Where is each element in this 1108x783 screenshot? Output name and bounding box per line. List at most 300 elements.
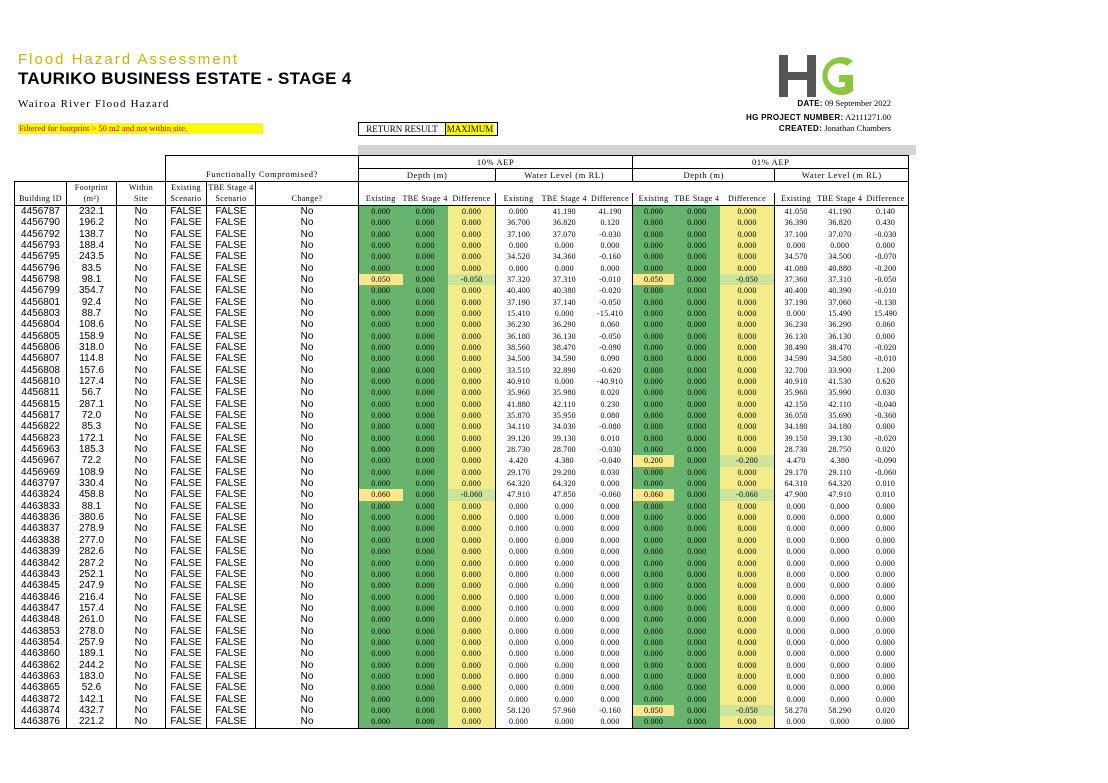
wl10-diff-cell: -0.060 bbox=[588, 489, 633, 500]
building-id-cell: 4456810 bbox=[15, 376, 67, 387]
footprint-cell: 244.2 bbox=[67, 659, 117, 670]
change-cell: No bbox=[256, 319, 359, 330]
depth01-diff-cell: 0.000 bbox=[720, 240, 775, 251]
depth01-tbe-cell: 0.000 bbox=[674, 625, 720, 636]
depth10-tbe-cell: 0.000 bbox=[403, 262, 448, 273]
depth01-diff-cell: -0.050 bbox=[720, 705, 775, 716]
tbe-scenario-cell: FALSE bbox=[207, 240, 256, 251]
depth10-existing-cell: 0.000 bbox=[359, 240, 403, 251]
wl10-existing-cell: 0.000 bbox=[509, 603, 529, 613]
existing-scenario-cell: FALSE bbox=[166, 467, 207, 478]
wl01-existing-cell: 40.400 bbox=[784, 286, 808, 296]
wl10-existing-cell: 0.000 bbox=[509, 683, 529, 693]
within-site-cell: No bbox=[117, 546, 166, 557]
depth10-existing-cell: 0.000 bbox=[359, 625, 403, 636]
wl01-tbe-cell: 29.110 bbox=[828, 467, 852, 477]
wl10-existing-cell: 28.730 bbox=[506, 445, 531, 455]
depth01-existing-cell: 0.000 bbox=[633, 217, 674, 228]
wl01-header: Water Level (m RL) bbox=[775, 169, 909, 182]
change-header: Change? bbox=[256, 193, 359, 205]
change-cell: No bbox=[256, 705, 359, 716]
wl10-diff-cell: 0.000 bbox=[588, 478, 633, 489]
wl01-existing-cell: 0.000 bbox=[786, 547, 806, 557]
change-cell: No bbox=[256, 523, 359, 534]
within-site-cell: No bbox=[117, 376, 166, 387]
building-id-cell: 4463843 bbox=[15, 569, 67, 580]
building-id-cell: 4463845 bbox=[15, 580, 67, 591]
wl10-tbe-cell: 0.000 bbox=[554, 683, 574, 693]
wl01-tbe-cell: 0.000 bbox=[830, 547, 850, 557]
table-row bbox=[15, 523, 909, 534]
wl10-diff-cell: 0.060 bbox=[588, 319, 633, 330]
wl10-diff-cell: -0.080 bbox=[588, 421, 633, 432]
wl01-diff-cell: 0.000 bbox=[863, 580, 909, 591]
wl10-diff-cell: -0.030 bbox=[588, 228, 633, 239]
wl10-existing-cell: 0.000 bbox=[509, 501, 529, 511]
footprint-cell: 432.7 bbox=[67, 705, 117, 716]
table-row bbox=[15, 308, 909, 319]
wl01-existing-cell: 42.150 bbox=[784, 399, 808, 409]
depth01-tbe-cell: 0.000 bbox=[674, 682, 720, 693]
footprint-cell: 330.4 bbox=[67, 478, 117, 489]
wl10-diff-cell: 0.000 bbox=[588, 637, 633, 648]
wl10-diff-cell: 0.000 bbox=[588, 648, 633, 659]
wl01-diff-cell: 0.020 bbox=[863, 705, 909, 716]
depth10-tbe-cell: 0.000 bbox=[403, 296, 448, 307]
wl10-tbe-cell: 0.000 bbox=[554, 308, 574, 318]
change-cell: No bbox=[256, 387, 359, 398]
tbe-scenario-cell: FALSE bbox=[207, 591, 256, 602]
table-row bbox=[15, 240, 909, 251]
wl10-diff-cell: -40.910 bbox=[588, 376, 633, 387]
wl01-tbe-cell: 33.900 bbox=[828, 365, 852, 375]
wl01-tbe-cell: 0.000 bbox=[830, 649, 850, 659]
change-cell: No bbox=[256, 296, 359, 307]
depth10-tbe-cell: 0.000 bbox=[403, 410, 448, 421]
tbe-scenario-cell: FALSE bbox=[207, 387, 256, 398]
within-site-cell: No bbox=[117, 512, 166, 523]
depth01-tbe-cell: 0.000 bbox=[674, 705, 720, 716]
depth10-existing-cell: 0.000 bbox=[359, 671, 403, 682]
existing-scenario-cell: FALSE bbox=[166, 308, 207, 319]
depth10-tbe-cell: 0.000 bbox=[403, 637, 448, 648]
within-site-cell: No bbox=[117, 637, 166, 648]
depth10-tbe-cell: 0.000 bbox=[403, 512, 448, 523]
depth10-existing-cell: 0.000 bbox=[359, 557, 403, 568]
func-comp-header: Functionally Compromised? bbox=[166, 169, 359, 182]
table-row bbox=[15, 467, 909, 478]
within-site-cell: No bbox=[117, 399, 166, 410]
existing-scenario-cell: FALSE bbox=[166, 433, 207, 444]
depth01-tbe-cell: 0.000 bbox=[674, 546, 720, 557]
depth10-tbe-cell: 0.000 bbox=[403, 580, 448, 591]
wl01-tbe-cell: 0.000 bbox=[830, 501, 850, 511]
depth10-diff-cell: 0.000 bbox=[448, 342, 496, 353]
wl10-tbe-cell: 0.000 bbox=[554, 581, 574, 591]
depth10-diff-cell: 0.000 bbox=[448, 659, 496, 670]
table-row bbox=[15, 569, 909, 580]
existing-scenario-cell: FALSE bbox=[166, 625, 207, 636]
footprint-cell: 85.3 bbox=[67, 421, 117, 432]
wl01-tbe-cell: 47.910 bbox=[828, 490, 852, 500]
flood-hazard-table bbox=[14, 155, 909, 729]
depth10-diff-cell: 0.000 bbox=[448, 546, 496, 557]
wl10-existing-cell: 47.910 bbox=[506, 490, 531, 500]
depth10-existing-cell: 0.000 bbox=[359, 614, 403, 625]
depth01-header: Depth (m) bbox=[633, 169, 775, 182]
depth10-diff-cell: 0.000 bbox=[448, 205, 496, 217]
wl10-existing-cell: 0.000 bbox=[509, 592, 529, 602]
change-cell: No bbox=[256, 251, 359, 262]
depth01-tbe-cell: 0.000 bbox=[674, 376, 720, 387]
wl10-tbe-cell: 37.140 bbox=[552, 297, 576, 307]
building-id-cell: 4463839 bbox=[15, 546, 67, 557]
wl01-diff-cell: 0.000 bbox=[863, 512, 909, 523]
depth10-diff-cell: 0.000 bbox=[448, 410, 496, 421]
tbe-scenario-header: TBE Stage 4 bbox=[208, 182, 254, 192]
depth01-diff-cell: 0.000 bbox=[720, 716, 775, 728]
wl01-diff-cell: -0.020 bbox=[863, 433, 909, 444]
within-site-cell: No bbox=[117, 217, 166, 228]
within-site-cell: No bbox=[117, 671, 166, 682]
tbe-scenario-cell: FALSE bbox=[207, 489, 256, 500]
d10-tbe-header: TBE Stage 4 bbox=[403, 193, 448, 205]
depth10-tbe-cell: 0.000 bbox=[403, 353, 448, 364]
wl10-existing-cell: 35.960 bbox=[506, 388, 531, 398]
depth01-diff-cell: -0.200 bbox=[720, 455, 775, 466]
wl01-diff-cell: -0.040 bbox=[863, 399, 909, 410]
depth10-tbe-cell: 0.000 bbox=[403, 478, 448, 489]
building-id-cell: 4463842 bbox=[15, 557, 67, 568]
return-result-value[interactable]: MAXIMUM bbox=[446, 124, 494, 134]
depth01-existing-cell: 0.000 bbox=[633, 444, 674, 455]
wl01-tbe-cell: 34.180 bbox=[828, 422, 852, 432]
wl01-existing-cell: 4.470 bbox=[786, 456, 806, 466]
within-site-cell: No bbox=[117, 523, 166, 534]
wl10-diff-cell: 0.000 bbox=[588, 591, 633, 602]
depth01-tbe-cell: 0.000 bbox=[674, 693, 720, 704]
depth10-diff-cell: 0.000 bbox=[448, 535, 496, 546]
wl10-header: Water Level (m RL) bbox=[496, 169, 633, 182]
depth01-existing-cell: 0.000 bbox=[633, 330, 674, 341]
within-site-cell: No bbox=[117, 455, 166, 466]
depth10-diff-cell: 0.000 bbox=[448, 591, 496, 602]
table-row bbox=[15, 387, 909, 398]
building-id-cell: 4463837 bbox=[15, 523, 67, 534]
wl10-diff-cell: 0.000 bbox=[588, 682, 633, 693]
depth01-diff-cell: 0.000 bbox=[720, 603, 775, 614]
within-site-cell: No bbox=[117, 478, 166, 489]
depth01-diff-cell: 0.000 bbox=[720, 285, 775, 296]
depth10-existing-cell: 0.000 bbox=[359, 342, 403, 353]
tbe-scenario-cell: FALSE bbox=[207, 659, 256, 670]
depth10-tbe-cell: 0.000 bbox=[403, 274, 448, 285]
wl10-diff-cell: 0.000 bbox=[588, 501, 633, 512]
wl10-existing-cell: 0.000 bbox=[509, 558, 529, 568]
wl01-diff-cell: 0.000 bbox=[863, 546, 909, 557]
w10-tbe-header: TBE Stage 4 bbox=[541, 193, 588, 205]
depth10-tbe-cell: 0.000 bbox=[403, 387, 448, 398]
existing-scenario-cell: FALSE bbox=[166, 671, 207, 682]
project-label: HG PROJECT NUMBER: bbox=[746, 113, 844, 122]
table-row bbox=[15, 614, 909, 625]
wl10-existing-cell: 37.320 bbox=[506, 274, 531, 284]
within-site-cell: No bbox=[117, 296, 166, 307]
depth10-existing-cell: 0.000 bbox=[359, 262, 403, 273]
depth01-tbe-cell: 0.000 bbox=[674, 308, 720, 319]
footprint-cell: 52.6 bbox=[67, 682, 117, 693]
within-site-cell: No bbox=[117, 228, 166, 239]
existing-scenario-header: Existing bbox=[166, 182, 207, 194]
wl10-existing-cell: 33.510 bbox=[506, 365, 531, 375]
change-cell: No bbox=[256, 535, 359, 546]
depth10-diff-cell: 0.000 bbox=[448, 569, 496, 580]
depth10-existing-cell: 0.000 bbox=[359, 399, 403, 410]
wl01-existing-cell: 0.000 bbox=[786, 569, 806, 579]
wl01-existing-cell: 0.000 bbox=[786, 649, 806, 659]
change-cell: No bbox=[256, 217, 359, 228]
wl01-tbe-cell: 34.580 bbox=[828, 354, 852, 364]
depth01-diff-cell: 0.000 bbox=[720, 682, 775, 693]
depth10-diff-cell: 0.000 bbox=[448, 478, 496, 489]
date-value: 09 September 2022 bbox=[824, 98, 891, 108]
depth01-diff-cell: 0.000 bbox=[720, 319, 775, 330]
depth10-tbe-cell: 0.000 bbox=[403, 523, 448, 534]
change-cell: No bbox=[256, 399, 359, 410]
depth10-existing-cell: 0.000 bbox=[359, 478, 403, 489]
footprint-cell: 261.0 bbox=[67, 614, 117, 625]
project-line bbox=[746, 112, 891, 122]
depth01-existing-cell: 0.000 bbox=[633, 262, 674, 273]
building-id-cell: 4463847 bbox=[15, 603, 67, 614]
within-site-cell: No bbox=[117, 705, 166, 716]
tbe-scenario-cell: FALSE bbox=[207, 285, 256, 296]
tbe-scenario-cell: FALSE bbox=[207, 693, 256, 704]
wl10-tbe-cell: 64.320 bbox=[552, 479, 576, 489]
wl01-diff-cell: 0.140 bbox=[863, 205, 909, 217]
footprint-cell: 92.4 bbox=[67, 296, 117, 307]
existing-scenario-cell: FALSE bbox=[166, 444, 207, 455]
wl10-tbe-cell: 0.000 bbox=[554, 377, 574, 387]
depth01-tbe-cell: 0.000 bbox=[674, 228, 720, 239]
within-site-cell: No bbox=[117, 274, 166, 285]
depth10-tbe-cell: 0.000 bbox=[403, 444, 448, 455]
wl01-existing-cell: 36.390 bbox=[784, 218, 808, 228]
wl10-diff-cell: 0.000 bbox=[588, 716, 633, 728]
footprint-cell: 114.8 bbox=[67, 353, 117, 364]
depth10-tbe-cell: 0.000 bbox=[403, 569, 448, 580]
footprint-cell: 108.6 bbox=[67, 319, 117, 330]
wl01-diff-cell: 0.020 bbox=[863, 444, 909, 455]
wl10-diff-cell: 0.000 bbox=[588, 693, 633, 704]
existing-scenario-cell: FALSE bbox=[166, 580, 207, 591]
tbe-scenario-cell: FALSE bbox=[207, 671, 256, 682]
wl01-tbe-cell: 0.000 bbox=[830, 569, 850, 579]
wl01-diff-cell: 0.010 bbox=[863, 478, 909, 489]
existing-scenario-cell: FALSE bbox=[166, 387, 207, 398]
wl01-diff-cell: -0.060 bbox=[863, 467, 909, 478]
existing-scenario-cell: FALSE bbox=[166, 478, 207, 489]
depth01-existing-cell: 0.000 bbox=[633, 569, 674, 580]
depth10-diff-cell: -0.050 bbox=[448, 274, 496, 285]
depth10-diff-cell: 0.000 bbox=[448, 399, 496, 410]
wl10-existing-cell: 37.100 bbox=[506, 229, 531, 239]
footprint-cell: 183.0 bbox=[67, 671, 117, 682]
existing-scenario-cell: FALSE bbox=[166, 512, 207, 523]
change-cell: No bbox=[256, 671, 359, 682]
table-row bbox=[15, 705, 909, 716]
depth01-diff-cell: 0.000 bbox=[720, 330, 775, 341]
footprint-cell: 72.0 bbox=[67, 410, 117, 421]
wl01-tbe-cell: 0.000 bbox=[830, 626, 850, 636]
depth10-tbe-cell: 0.000 bbox=[403, 240, 448, 251]
building-id-cell: 4456793 bbox=[15, 240, 67, 251]
wl10-existing-cell: 0.000 bbox=[509, 637, 529, 647]
building-id-cell: 4463838 bbox=[15, 535, 67, 546]
depth10-tbe-cell: 0.000 bbox=[403, 625, 448, 636]
depth01-tbe-cell: 0.000 bbox=[674, 501, 720, 512]
depth01-existing-cell: 0.060 bbox=[633, 489, 674, 500]
wl10-tbe-cell: 37.310 bbox=[552, 274, 576, 284]
building-id-cell: 4456804 bbox=[15, 319, 67, 330]
depth01-tbe-cell: 0.000 bbox=[674, 671, 720, 682]
wl10-diff-cell: 0.000 bbox=[588, 546, 633, 557]
building-id-cell: 4463846 bbox=[15, 591, 67, 602]
depth10-diff-cell: 0.000 bbox=[448, 716, 496, 728]
footprint-cell: 278.9 bbox=[67, 523, 117, 534]
wl10-existing-cell: 15.410 bbox=[506, 308, 531, 318]
wl01-diff-cell: 0.000 bbox=[863, 648, 909, 659]
wl01-tbe-cell: 28.750 bbox=[828, 445, 852, 455]
depth10-tbe-cell: 0.000 bbox=[403, 342, 448, 353]
within-site-cell: No bbox=[117, 614, 166, 625]
w01-existing-header: Existing bbox=[775, 193, 817, 205]
building-id-cell: 4456815 bbox=[15, 399, 67, 410]
table-row bbox=[15, 410, 909, 421]
wl01-diff-cell: 15.490 bbox=[863, 308, 909, 319]
depth01-tbe-cell: 0.000 bbox=[674, 444, 720, 455]
depth01-existing-cell: 0.000 bbox=[633, 399, 674, 410]
change-cell: No bbox=[256, 603, 359, 614]
within-site-cell: No bbox=[117, 444, 166, 455]
header-row-cols-2 bbox=[15, 193, 909, 205]
depth01-diff-cell: 0.000 bbox=[720, 262, 775, 273]
building-id-cell: 4456792 bbox=[15, 228, 67, 239]
depth01-diff-cell: 0.000 bbox=[720, 228, 775, 239]
depth10-diff-cell: 0.000 bbox=[448, 353, 496, 364]
table-row bbox=[15, 637, 909, 648]
wl01-tbe-cell: 0.000 bbox=[830, 240, 850, 250]
depth10-tbe-cell: 0.000 bbox=[403, 693, 448, 704]
table-row bbox=[15, 682, 909, 693]
depth01-existing-cell: 0.050 bbox=[633, 274, 674, 285]
tbe-scenario-cell: FALSE bbox=[207, 319, 256, 330]
wl01-existing-cell: 32.700 bbox=[784, 365, 808, 375]
wl01-existing-cell: 0.000 bbox=[786, 535, 806, 545]
wl01-existing-cell: 0.000 bbox=[786, 660, 806, 670]
existing-scenario-cell: FALSE bbox=[166, 353, 207, 364]
change-cell: No bbox=[256, 716, 359, 728]
wl01-diff-cell: 0.060 bbox=[863, 319, 909, 330]
wl01-existing-cell: 36.230 bbox=[784, 320, 808, 330]
depth01-existing-cell: 0.000 bbox=[633, 228, 674, 239]
wl01-diff-cell: 0.620 bbox=[863, 376, 909, 387]
within-site-cell: No bbox=[117, 342, 166, 353]
depth10-tbe-cell: 0.000 bbox=[403, 467, 448, 478]
depth01-diff-cell: 0.000 bbox=[720, 614, 775, 625]
wl10-existing-cell: 0.000 bbox=[509, 626, 529, 636]
existing-scenario-cell: FALSE bbox=[166, 251, 207, 262]
wl01-existing-cell: 39.150 bbox=[784, 433, 808, 443]
wl10-tbe-cell: 29.200 bbox=[552, 467, 576, 477]
depth01-diff-cell: 0.000 bbox=[720, 557, 775, 568]
building-id-cell: 4463862 bbox=[15, 659, 67, 670]
depth01-existing-cell: 0.000 bbox=[633, 376, 674, 387]
wl10-tbe-cell: 38.470 bbox=[552, 342, 576, 352]
wl10-diff-cell: 0.000 bbox=[588, 512, 633, 523]
depth01-tbe-cell: 0.000 bbox=[674, 342, 720, 353]
wl10-existing-cell: 40.400 bbox=[506, 286, 531, 296]
wl01-tbe-cell: 34.500 bbox=[828, 252, 852, 262]
within-site-cell: No bbox=[117, 353, 166, 364]
depth01-existing-cell: 0.000 bbox=[633, 614, 674, 625]
wl10-existing-cell: 40.910 bbox=[506, 377, 531, 387]
within-site-cell: No bbox=[117, 433, 166, 444]
depth10-diff-cell: -0.060 bbox=[448, 489, 496, 500]
wl01-tbe-cell: 0.000 bbox=[830, 683, 850, 693]
depth10-tbe-cell: 0.000 bbox=[403, 682, 448, 693]
table-row bbox=[15, 330, 909, 341]
wl10-diff-cell: 0.020 bbox=[588, 387, 633, 398]
wl01-existing-cell: 58.270 bbox=[784, 705, 808, 715]
wl10-tbe-cell: 0.000 bbox=[554, 649, 574, 659]
wl01-existing-cell: 37.360 bbox=[784, 274, 808, 284]
depth01-diff-cell: 0.000 bbox=[720, 308, 775, 319]
wl01-tbe-cell: 37.070 bbox=[828, 229, 852, 239]
wl01-existing-cell: 0.000 bbox=[786, 513, 806, 523]
wl10-existing-cell: 0.000 bbox=[509, 263, 529, 273]
wl10-diff-cell: 0.000 bbox=[588, 262, 633, 273]
depth01-tbe-cell: 0.000 bbox=[674, 330, 720, 341]
depth01-existing-cell: 0.000 bbox=[633, 637, 674, 648]
existing-scenario-cell: FALSE bbox=[166, 716, 207, 728]
building-id-cell: 4456790 bbox=[15, 217, 67, 228]
tbe-scenario-cell: FALSE bbox=[207, 603, 256, 614]
depth01-diff-cell: 0.000 bbox=[720, 580, 775, 591]
w10-existing-header: Existing bbox=[496, 193, 541, 205]
w10-diff-header: Difference bbox=[588, 193, 633, 205]
footprint-cell: 243.5 bbox=[67, 251, 117, 262]
wl01-diff-cell: -0.070 bbox=[863, 251, 909, 262]
wl10-diff-cell: 0.080 bbox=[588, 410, 633, 421]
wl01-diff-cell: 0.000 bbox=[863, 603, 909, 614]
depth10-diff-cell: 0.000 bbox=[448, 705, 496, 716]
filter-note: Filtered for footprint > 50 m2 and not within site. bbox=[18, 123, 263, 134]
depth01-diff-cell: 0.000 bbox=[720, 387, 775, 398]
d01-existing-header: Existing bbox=[633, 193, 674, 205]
building-id-cell: 4456967 bbox=[15, 455, 67, 466]
depth01-existing-cell: 0.000 bbox=[633, 205, 674, 217]
existing-scenario-cell: FALSE bbox=[166, 705, 207, 716]
change-cell: No bbox=[256, 569, 359, 580]
building-id-cell: 4463865 bbox=[15, 682, 67, 693]
within-site-cell: No bbox=[117, 410, 166, 421]
tbe-scenario-cell: FALSE bbox=[207, 501, 256, 512]
date-label: DATE: bbox=[797, 99, 823, 108]
existing-scenario-cell: FALSE bbox=[166, 296, 207, 307]
wl10-existing-cell: 0.000 bbox=[509, 671, 529, 681]
depth01-existing-cell: 0.000 bbox=[633, 467, 674, 478]
